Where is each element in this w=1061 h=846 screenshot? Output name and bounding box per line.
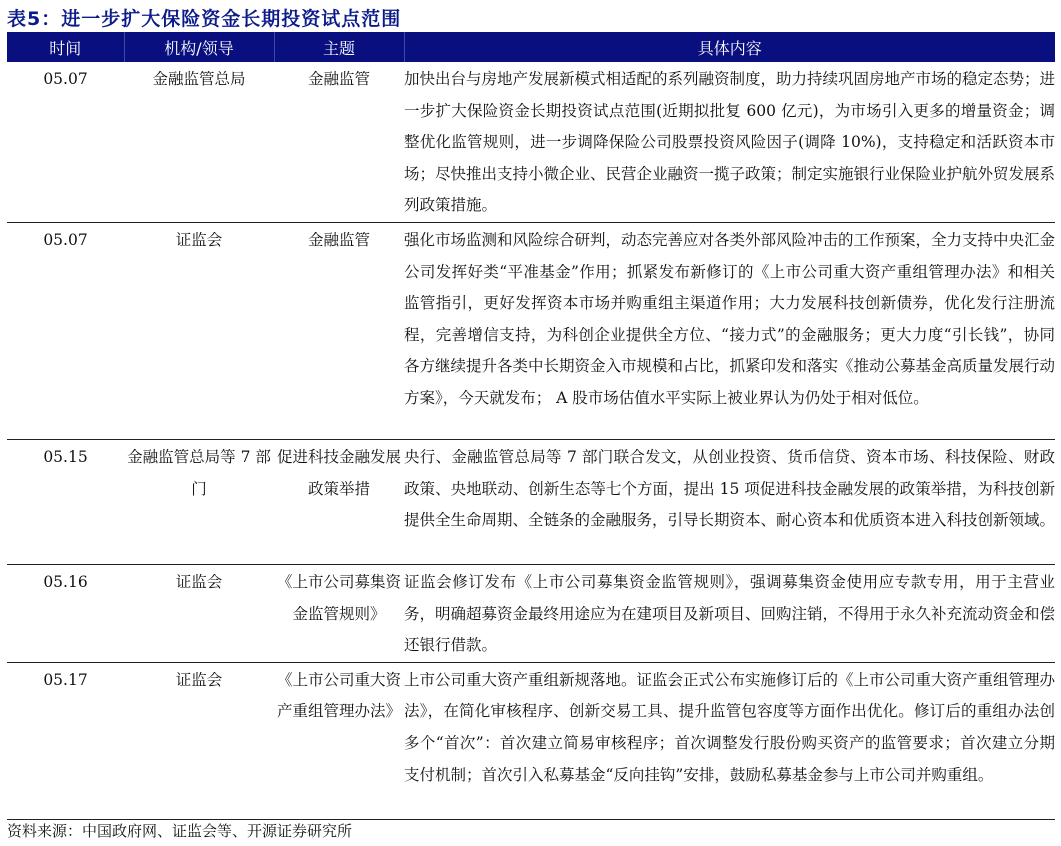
cell-content: 强化市场监测和风险综合研判，动态完善应对各类外部风险冲击的工作预案，全力支持中央汇金公司发挥好类“平准基金”作用；抓紧发布新修订的《上市公司重大资产重组管理办法》和相关监管指引，更好发挥资本市场并购重组主渠道作用；大力发展科技创新债券，优化发行注册流程，完善增信支持，为科创企业提供全方位、“接力式”的金融服务；更大力度“引长钱”，协同各方继续提升各类中长期资金入市规模和占比，抓紧印发和落实《推动公募基金高质量发展行动方案》，今天就发布； A 股市场估值水平实际上被业界认为仍处于相对低位。 xyxy=(404,222,1055,439)
cell-content: 央行、金融监管总局等 7 部门联合发文，从创业投资、货币信贷、资本市场、科技保险、财政政策、央地联动、创新生态等七个方面，提出 15 项促进科技金融发展的政策举措，为科技创新提供全生命周期、全链条的金融服务，引导长期资本、耐心资本和优质资本进入科技创新领域。 xyxy=(404,439,1055,564)
cell-time: 05.07 xyxy=(7,222,124,439)
cell-topic: 《上市公司重大资产重组管理办法》 xyxy=(274,662,404,819)
cell-time: 05.16 xyxy=(7,564,124,662)
cell-time: 05.15 xyxy=(7,439,124,564)
cell-org: 金融监管总局等 7 部门 xyxy=(124,439,274,564)
cell-content: 上市公司重大资产重组新规落地。证监会正式公布实施修订后的《上市公司重大资产重组管理办法》，在简化审核程序、创新交易工具、提升监管包容度等方面作出优化。修订后的重组办法创多个“首次”：首次建立简易审核程序；首次调整发行股份购买资产的监管要求；首次建立分期支付机制；首次引入私募基金“反向挂钩”安排，鼓励私募基金参与上市公司并购重组。 xyxy=(404,662,1055,819)
table-row xyxy=(7,62,1055,222)
cell-time: 05.17 xyxy=(7,662,124,819)
table-header-row xyxy=(7,32,1055,62)
cell-topic: 促进科技金融发展政策举措 xyxy=(274,439,404,564)
cell-org: 金融监管总局 xyxy=(124,62,274,222)
source-note: 资料来源：中国政府网、证监会等、开源证券研究所 xyxy=(7,822,353,840)
header-org: 机构/领导 xyxy=(124,32,274,62)
cell-topic: 金融监管 xyxy=(274,222,404,439)
header-topic: 主题 xyxy=(274,32,404,62)
header-content: 具体内容 xyxy=(404,32,1055,62)
cell-org: 证监会 xyxy=(124,564,274,662)
table-row xyxy=(7,222,1055,439)
table-row xyxy=(7,564,1055,662)
policy-table xyxy=(7,32,1055,820)
cell-content: 证监会修订发布《上市公司募集资金监管规则》，强调募集资金使用应专款专用，用于主营业务，明确超募资金最终用途应为在建项目及新项目、回购注销，不得用于永久补充流动资金和偿还银行借款。 xyxy=(404,564,1055,662)
cell-topic: 金融监管 xyxy=(274,62,404,222)
cell-org: 证监会 xyxy=(124,662,274,819)
table-row xyxy=(7,439,1055,564)
cell-content: 加快出台与房地产发展新模式相适配的系列融资制度，助力持续巩固房地产市场的稳定态势；进一步扩大保险资金长期投资试点范围(近期拟批复 600 亿元)，为市场引入更多的增量资金；调整优化监管规则，进一步调降保险公司股票投资风险因子(调降 10%)，支持稳定和活跃资本市场；尽快推出支持小微企业、民营企业融资一揽子政策；制定实施银行业保险业护航外贸发展系列政策措施。 xyxy=(404,62,1055,222)
cell-topic: 《上市公司募集资金监管规则》 xyxy=(274,564,404,662)
table-row xyxy=(7,662,1055,819)
cell-org: 证监会 xyxy=(124,222,274,439)
header-time: 时间 xyxy=(7,32,124,62)
cell-time: 05.07 xyxy=(7,62,124,222)
table-title: 表5：进一步扩大保险资金长期投资试点范围 xyxy=(7,8,402,30)
